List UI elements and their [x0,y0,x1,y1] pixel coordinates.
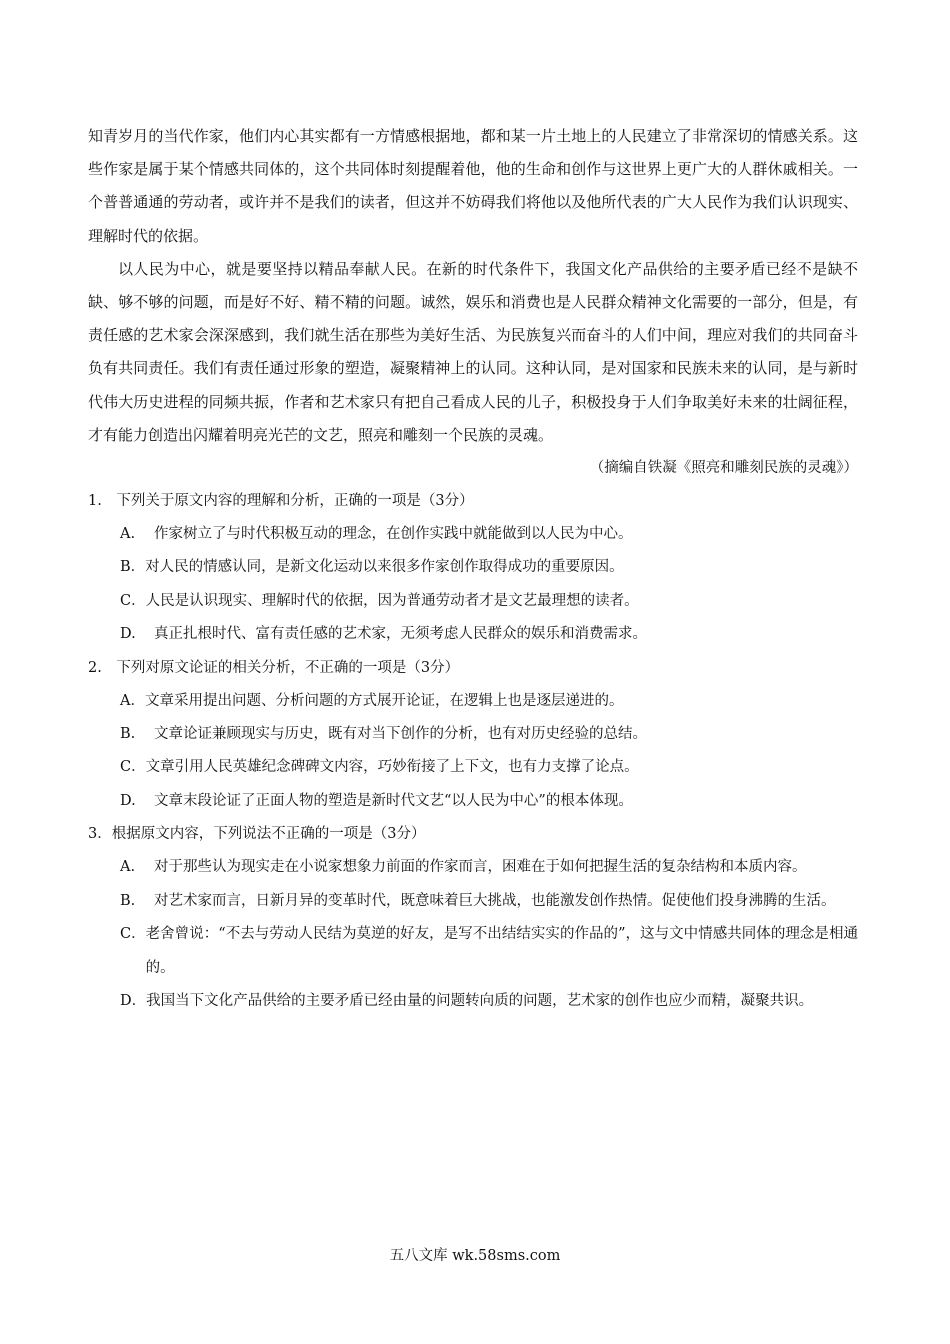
option-text: 对于那些认为现实走在小说家想象力前面的作家而言，困难在于如何把握生活的复杂结构和本质内容。 [154,859,807,876]
question-1 [88,485,858,652]
option-c [88,585,858,618]
option-text: 文章采用提出问题、分析问题的方式展开论证，在逻辑上也是逐层递进的。 [144,692,624,709]
question-text: 根据原文内容，下列说法不正确的一项是（3分） [111,826,426,843]
option-b [88,551,858,584]
option-letter: B. [120,726,150,743]
question-stem [88,485,858,518]
body-paragraph-1: 知青岁月的当代作家，他们内心其实都有一方情感根据地，都和某一片土地上的人民建立了非常深切的情感关系。这些作家是属于某个情感共同体的，这个共同体时刻提醒着他，他的生命和创作与这世界上更广大的人群休戚相关。一个普普通通的劳动者，或许并不是我们的读者，但这并不妨碍我们将他以及他所代表的广大人民作为我们认识现实、理解时代的依据。 [88,127,858,245]
option-text: 对艺术家而言，日新月异的变革时代，既意味着巨大挑战，也能激发创作热情。促使他们投身沸腾的生活。 [154,892,836,909]
option-c [88,918,858,985]
option-text: 人民是认识现实、理解时代的依据，因为普通劳动者才是文艺最理想的读者。 [145,592,639,609]
option-letter: A. [120,526,150,543]
question-stem [88,818,858,851]
question-text: 下列关于原文内容的理解和分析，正确的一项是（3分） [116,493,474,510]
option-d [88,785,858,818]
option-text: 我国当下文化产品供给的主要矛盾已经由量的问题转向质的问题，艺术家的创作也应少而精，凝聚共识。 [146,992,814,1009]
option-c [88,751,858,784]
option-letter: C． [120,759,146,776]
option-a [88,685,858,718]
question-number: 1. [88,493,117,510]
body-paragraph-2: 以人民为中心，就是要坚持以精品奉献人民。在新的时代条件下，我国文化产品供给的主要矛盾已经不是缺不缺、够不够的问题，而是好不好、精不精的问题。诚然，娱乐和消费也是人民群众精神文化需要的一部分，但是，有责任感的艺术家会深深感到，我们就生活在那些为美好生活、为民族复兴而奋斗的人们中间，理应对我们的共同奋斗负有共同责任。我们有责任通过形象的塑造，凝聚精神上的认同。这种认同，是对国家和民族未来的认同，是与新时代伟大历史进程的同频共振，作者和艺术家只有把自己看成人民的儿子，积极投身于人们争取美好未来的壮阔征程，才有能力创造出闪耀着明亮光芒的文艺，照亮和雕刻一个民族的灵魂。 [88,259,858,444]
option-letter: C． [120,926,146,943]
option-text: 文章末段论证了正面人物的塑造是新时代文艺“以人民为中心”的根本体现。 [154,792,633,809]
option-d [88,985,858,1018]
option-text: 文章引用人民英雄纪念碑碑文内容，巧妙衔接了上下文，也有力支撑了论点。 [145,759,639,776]
option-a [88,851,858,884]
option-d [88,618,858,651]
question-stem [88,652,858,685]
option-text: 作家树立了与时代积极互动的理念，在创作实践中就能做到以人民为中心。 [154,526,633,543]
option-letter: C． [120,592,146,609]
question-number: 2. [88,659,117,676]
option-letter: D． [120,992,147,1009]
option-b [88,885,858,918]
option-text: 真正扎根时代、富有责任感的艺术家，无须考虑人民群众的娱乐和消费需求。 [154,626,647,643]
question-number: 3． [88,826,112,843]
source-citation: （摘编自铁凝《照亮和雕刻民族的灵魂》） [589,460,858,477]
option-a [88,518,858,551]
question-3 [88,818,858,1018]
option-letter: D. [120,792,151,809]
option-letter: D. [120,626,151,643]
option-text: 老舍曾说：“不去与劳动人民结为莫逆的好友，是写不出结结实实的作品的”，这与文中情感共同体的理念是相通的。 [145,926,858,976]
option-letter: A. [120,859,150,876]
option-letter: A． [120,692,145,709]
footer-watermark: 五八文库 wk.58sms.com [389,1248,561,1264]
option-letter: B． [120,559,146,576]
question-text: 下列对原文论证的相关分析，不正确的一项是（3分） [116,659,460,676]
option-text: 对人民的情感认同，是新文化运动以来很多作家创作取得成功的重要原因。 [145,559,624,576]
option-text: 文章论证兼顾现实与历史，既有对当下创作的分析，也有对历史经验的总结。 [154,726,647,743]
option-letter: B. [120,892,150,909]
document-body [88,120,858,1018]
option-b [88,718,858,751]
question-2 [88,652,858,819]
